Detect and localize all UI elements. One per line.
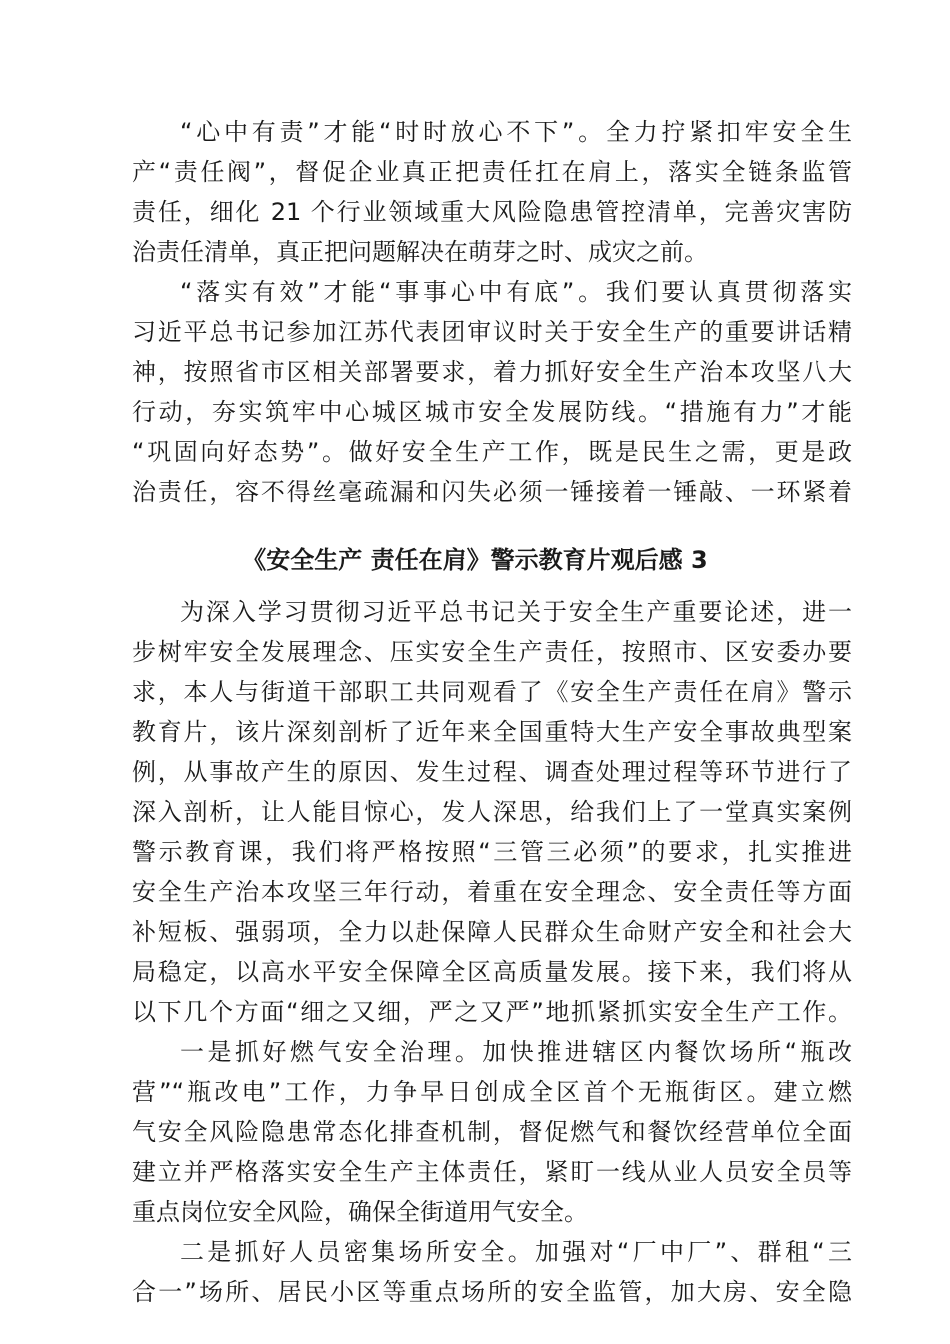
- paragraph-4-line-1: 一是抓好燃气安全治理。加快推进辖区内餐饮场所“瓶改: [180, 1038, 852, 1066]
- paragraph-5-line-1: 二是抓好人员密集场所安全。加强对“厂中厂”、群租“三: [180, 1238, 852, 1266]
- paragraph-4-line-4: 建立并严格落实安全生产主体责任，紧盯一线从业人员安全员等: [132, 1158, 852, 1186]
- paragraph-1-line-2: 产“责任阀”，督促企业真正把责任扛在肩上，落实全链条监管: [132, 158, 852, 186]
- paragraph-2-line-1: “落实有效”才能“事事心中有底”。我们要认真贯彻落实: [180, 278, 852, 306]
- paragraph-5-line-2: 合一”场所、居民小区等重点场所的安全监管，加大房、安全隐: [132, 1278, 852, 1306]
- paragraph-3-line-4: 教育片，该片深刻剖析了近年来全国重特大生产安全事故典型案: [132, 718, 852, 746]
- paragraph-3-line-1: 为深入学习贯彻习近平总书记关于安全生产重要论述，进一: [180, 598, 852, 626]
- paragraph-2-line-4: 行动，夯实筑牢中心城区城市安全发展防线。“措施有力”才能: [132, 398, 852, 426]
- paragraph-3-line-10: 局稳定，以高水平安全保障全区高质量发展。接下来，我们将从: [132, 958, 852, 986]
- paragraph-2-line-6: 治责任，容不得丝毫疏漏和闪失必须一锤接着一锤敲、一环紧着: [132, 478, 852, 506]
- paragraph-3-line-7: 警示教育课，我们将严格按照“三管三必须”的要求，扎实推进: [132, 838, 852, 866]
- paragraph-1-line-3: 责任，细化 21 个行业领域重大风险隐患管控清单，完善灾害防: [132, 198, 852, 226]
- paragraph-2-line-2: 习近平总书记参加江苏代表团审议时关于安全生产的重要讲话精: [132, 318, 852, 346]
- paragraph-3-line-6: 深入剖析，让人能目惊心，发人深思，给我们上了一堂真实案例: [132, 798, 852, 826]
- paragraph-4-line-3: 气安全风险隐患常态化排查机制，督促燃气和餐饮经营单位全面: [132, 1118, 852, 1146]
- paragraph-3-line-5: 例，从事故产生的原因、发生过程、调查处理过程等环节进行了: [132, 758, 852, 786]
- paragraph-1-line-4: 治责任清单，真正把问题解决在萌芽之时、成灾之前。: [132, 238, 708, 266]
- paragraph-3-line-11: 以下几个方面“细之又细，严之又严”地抓紧抓实安全生产工作。: [132, 998, 852, 1026]
- paragraph-4-line-2: 营”“瓶改电”工作，力争早日创成全区首个无瓶街区。建立燃: [132, 1078, 852, 1106]
- section-heading: 《安全生产 责任在肩》警示教育片观后感 3: [242, 546, 708, 574]
- paragraph-3-line-8: 安全生产治本攻坚三年行动，着重在安全理念、安全责任等方面: [132, 878, 852, 906]
- paragraph-3-line-3: 求，本人与街道干部职工共同观看了《安全生产责任在肩》警示: [132, 678, 852, 706]
- paragraph-1-line-1: “心中有责”才能“时时放心不下”。全力拧紧扣牢安全生: [180, 118, 852, 146]
- paragraph-2-line-5: “巩固向好态势”。做好安全生产工作，既是民生之需，更是政: [132, 438, 852, 466]
- paragraph-3-line-2: 步树牢安全发展理念、压实安全生产责任，按照市、区安委办要: [132, 638, 852, 666]
- paragraph-3-line-9: 补短板、强弱项，全力以赴保障人民群众生命财产安全和社会大: [132, 918, 852, 946]
- paragraph-2-line-3: 神，按照省市区相关部署要求，着力抓好安全生产治本攻坚八大: [132, 358, 852, 386]
- paragraph-4-line-5: 重点岗位安全风险，确保全街道用气安全。: [132, 1198, 588, 1226]
